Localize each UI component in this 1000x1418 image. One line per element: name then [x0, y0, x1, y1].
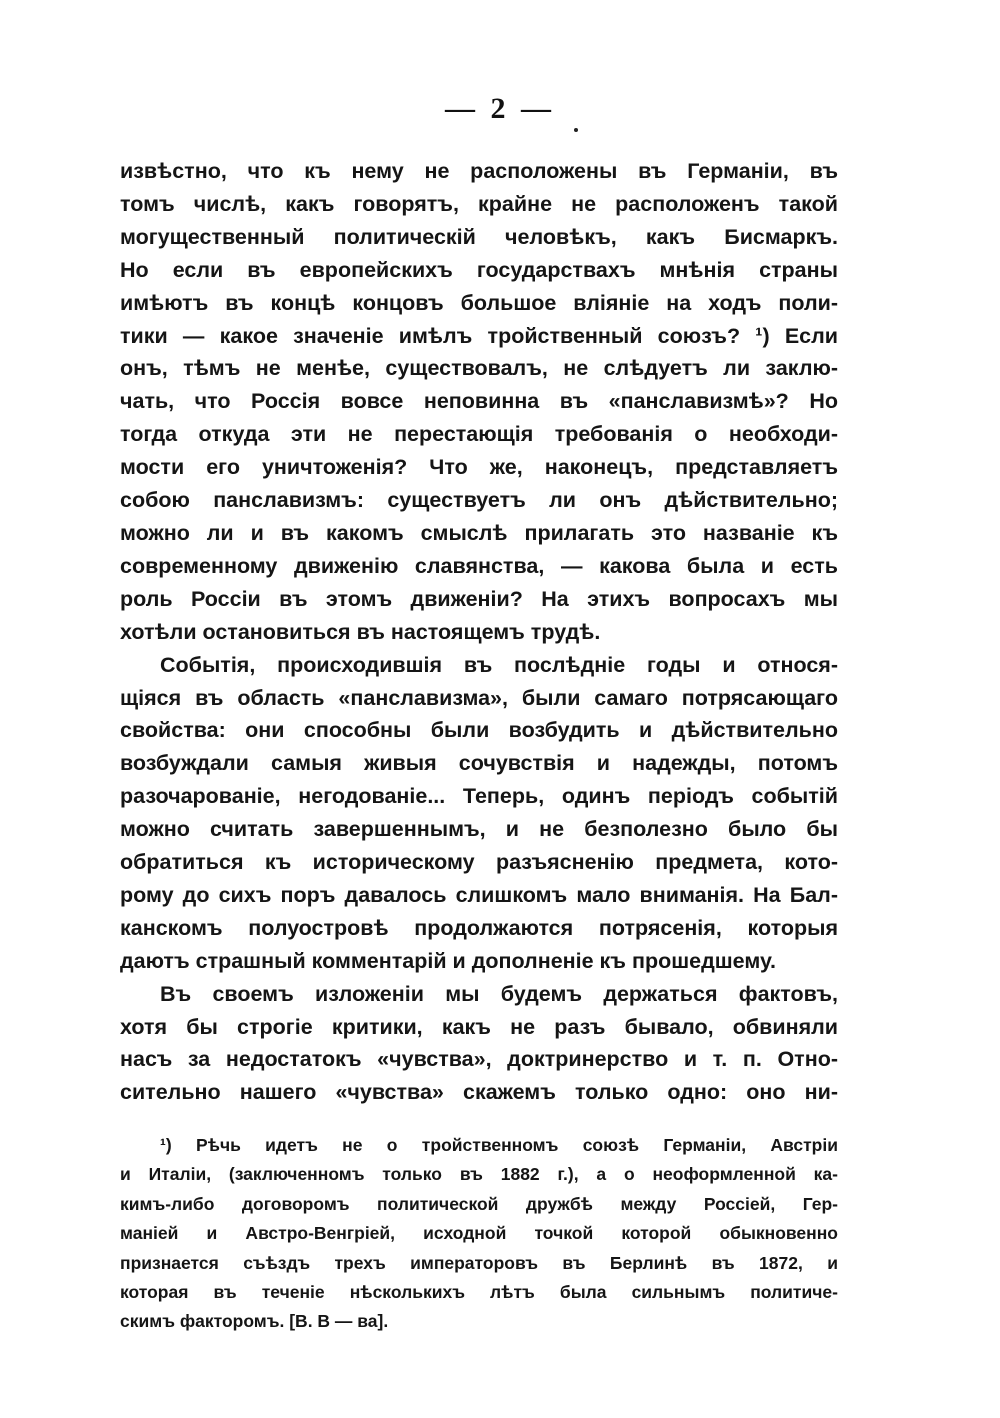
- text-line: обратиться къ историческому разъясненію предмета, кото-: [120, 850, 838, 875]
- footnote-line: маніей и Австро-Венгріей, исходной точкой которой обыкновенно: [120, 1223, 838, 1244]
- text-line: Но если въ европейскихъ государствахъ мнѣнія страны: [120, 257, 838, 282]
- text-line: Въ своемъ изложеніи мы будемъ держаться фактовъ,: [160, 981, 838, 1006]
- text-line: роль Россіи въ этомъ движеніи? На этихъ вопросахъ мы: [120, 586, 838, 611]
- text-line: возбуждали самыя живыя сочувствія и надежды, потомъ: [120, 751, 838, 776]
- text-line: томъ числѣ, какъ говорятъ, крайне не расположенъ такой: [120, 191, 838, 216]
- main-text: [120, 155, 838, 1109]
- text-line: можно ли и въ какомъ смыслѣ прилагать это названіе къ: [120, 520, 838, 545]
- text-line: даютъ страшный комментарій и дополненіе къ прошедшему.: [120, 948, 776, 973]
- footnote-line: признается съѣздъ трехъ императоровъ въ Берлинѣ въ 1872, и: [120, 1252, 838, 1273]
- text-line: тики — какое значеніе имѣлъ тройственный союзъ? ¹) Если: [120, 323, 838, 348]
- text-line: щіяся въ область «панславизма», были самаго потрясающаго: [120, 685, 838, 710]
- text-line: собою панславизмъ: существуетъ ли онъ дѣйствительно;: [120, 488, 838, 513]
- text-line: канскомъ полуостровѣ продолжаются потрясенія, которыя: [120, 915, 838, 940]
- text-line: могущественный политическій человѣкъ, какъ Бисмаркъ.: [120, 224, 838, 249]
- text-line: мости его уничтоженія? Что же, наконецъ, представляетъ: [120, 455, 838, 480]
- footnote-line: ¹) Рѣчь идетъ не о тройственномъ союзѣ Германіи, Австріи: [160, 1135, 838, 1155]
- footnote-line: и Италіи, (заключенномъ только въ 1882 г.), а о неоформленной ка-: [120, 1164, 838, 1185]
- text-line: насъ за недостатокъ «чувства», доктринерство и т. п. Отно-: [120, 1047, 838, 1072]
- text-line: тогда откуда эти не перестающія требованія о необходи-: [120, 422, 838, 447]
- text-line: хотѣли остановиться въ настоящемъ трудѣ.: [120, 619, 601, 644]
- page-number: — 2 —: [445, 92, 555, 125]
- footnote-line: кимъ-либо договоромъ политической дружбѣ между Россіей, Гер-: [120, 1193, 838, 1214]
- text-line: свойства: они способны были возбудить и дѣйствительно: [120, 718, 838, 743]
- text-line: Событія, происходившія въ послѣдніе годы и относя-: [160, 652, 838, 677]
- text-line: извѣстно, что къ нему не расположены въ Германіи, въ: [120, 159, 838, 183]
- footnote-line: которая въ теченіе нѣсколькихъ лѣтъ была сильнымъ политиче-: [120, 1282, 838, 1303]
- text-line: можно считать завершеннымъ, и не безполезно было бы: [120, 817, 838, 842]
- text-line: хотя бы строгіе критики, какъ не разъ бывало, обвиняли: [120, 1014, 838, 1039]
- footnote-line: скимъ факторомъ. [В. В — ва].: [120, 1311, 389, 1332]
- text-line: онъ, тѣмъ не менѣе, существовалъ, не слѣдуетъ ли заклю-: [120, 356, 838, 381]
- text-line: современному движенію славянства, — какова была и есть: [120, 553, 838, 578]
- footnote: [120, 1131, 838, 1337]
- text-line: чать, что Россія вовсе неповинна въ «панславизмѣ»? Но: [120, 389, 838, 414]
- text-line: имѣютъ въ концѣ концовъ большое вліяніе на ходъ поли-: [120, 290, 838, 315]
- ink-speck: [574, 128, 578, 132]
- text-line: рому до сихъ поръ давалось слишкомъ мало вниманія. На Бал-: [120, 882, 838, 907]
- text-line: сительно нашего «чувства» скажемъ только одно: оно ни-: [120, 1080, 838, 1105]
- text-line: разочарованіе, негодованіе... Теперь, одинъ періодъ событій: [120, 784, 838, 809]
